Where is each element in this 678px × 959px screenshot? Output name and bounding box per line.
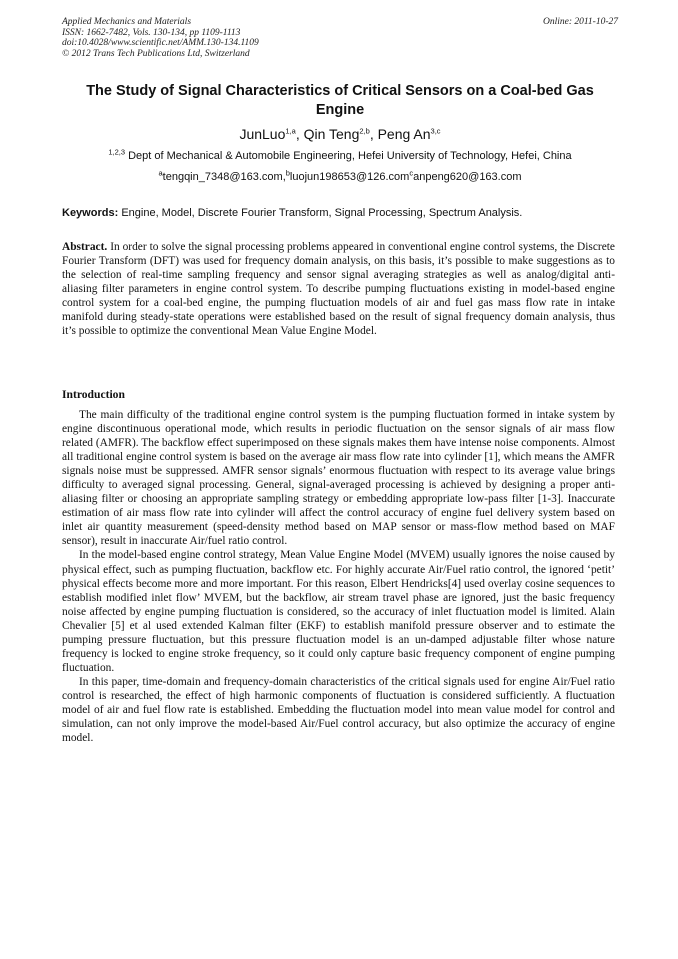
affiliation-superscript: 1,2,3 <box>108 147 126 157</box>
issn-line: ISSN: 1662-7482, Vols. 130-134, pp 1109-1113 <box>62 27 241 38</box>
introduction-body <box>62 408 615 745</box>
author-superscript: 2,b <box>359 126 370 136</box>
email-superscript: a <box>158 168 163 178</box>
online-date: Online: 2011-10-27 <box>542 17 618 27</box>
affiliation <box>62 149 618 163</box>
copyright-line: © 2012 Trans Tech Publications Ltd, Switzerland <box>62 48 250 59</box>
author-superscript: 3,c <box>430 126 441 136</box>
doi-line: doi:10.4028/www.scientific.net/AMM.130-134.1109 <box>62 38 259 49</box>
abstract-label: Abstract. <box>62 241 108 253</box>
email-superscript: c <box>409 168 414 178</box>
abstract <box>62 240 615 338</box>
email-list <box>62 170 618 184</box>
body-paragraph: In this paper, time-domain and frequency-domain characteristics of the critical signals used for engine Air/Fuel ratio control is researched, the effect of high harmonic components of fluctuation is considered sufficiently. A fluctuation model of air and fuel flow rate is established. Embedding the fluctuation model into mean value model for control and simulation, can not only improve the model-based Air/Fuel control accuracy, but also optimize the accuracy of engine model. <box>62 675 615 745</box>
author-name: Peng An <box>377 126 431 142</box>
keywords-label: Keywords: <box>62 207 119 219</box>
keywords <box>62 206 618 220</box>
author-name: Qin Teng <box>303 126 360 142</box>
body-paragraph: The main difficulty of the traditional engine control system is the pumping fluctuation formed in intake system by engine discontinuous operational mode, which results in periodic fluctuation on the sensor signals of air mass flow related (AMFR). The backflow effect superimposed on these signals makes them have intense noise components. Almost all traditional engine control system is based on the average air mass flow rate into cylinder [1], which means the AMFR signals noise must be suppressed. AMFR sensor signals’ enormous fluctuation with respect to its average value brings difficulty to averaged signal processing. General, signal-averaged processing is achieved by designing a proper anti-aliasing filter or choosing an appropriate sampling strategy or embedding appropriate low-pass filter [1-3]. Inaccurate estimation of air mass flow rate into cylinder will affect the control accuracy of engine fuel delivery system based on inlet air quantity measurement (speed-density method based on MAP sensor or mass-flow method based on MAF sensor), result in inaccurate Air/fuel ratio control. <box>62 409 615 548</box>
abstract-text: In order to solve the signal processing problems appeared in conventional engine control systems, the Discrete Fourier Transform (DFT) was used for frequency domain analysis, on this basis, it’s possible to make suggestions as to the selection of real-time sampling frequency and sensor signal averaging strategies as well as analog/digital anti-aliasing filter parameters in engine control system. To describe pumping fluctuations existing in model-based engine control system for a coal-bed engine, the pumping fluctuation models of air and fuel gas mass flow rate in intake manifold during steady-state operations were established based on the result of signal frequency domain analysis, thus it’s possible to optimize the conventional Mean Value Engine Model. <box>62 241 615 338</box>
journal-header <box>62 17 618 59</box>
author-name: JunLuo <box>239 126 286 142</box>
email-address[interactable]: tengqin_7348@163.com, <box>162 171 286 183</box>
author-superscript: 1,a <box>285 126 296 136</box>
section-title-introduction: Introduction <box>62 388 125 401</box>
affiliation-text: Dept of Mechanical & Automobile Engineering, Hefei University of Technology, Hefei, China <box>128 150 572 162</box>
keywords-text: Engine, Model, Discrete Fourier Transform, Signal Processing, Spectrum Analysis. <box>121 207 523 219</box>
journal-name: Applied Mechanics and Materials <box>62 17 192 27</box>
paper-title: The Study of Signal Characteristics of Critical Sensors on a Coal-bed Gas Engine <box>86 83 594 118</box>
body-paragraph: In the model-based engine control strategy, Mean Value Engine Model (MVEM) usually ignores the noise caused by physical effect, such as pumping fluctuation, backflow etc. For highly accurate Air/Fuel ratio control, the ignored ‘petit’ physical effects become more and more important. For this reason, Elbert Hendricks[4] used overlay cosine sequences to establish modified inlet flow’ MVEM, but the backflow, air stream travel phase are ignored, just the basic frequency noise affected by engine pumping fluctuation is considered, so the accuracy of inlet fluctuation model is limited. Alain Chevalier [5] et al used extended Kalman filter (EKF) to establish manifold pressure observer and to estimate the pumping pressure fluctuation, but this pressure fluctuation model is an un-damped adjustable filter whose nature frequency is locked to engine stroke frequency, so it could only capture basic frequency component of engine pumping fluctuation. <box>62 549 615 674</box>
email-address[interactable]: anpeng620@163.com <box>413 171 522 183</box>
email-superscript: b <box>285 168 290 178</box>
author-list: JunLuo$^{1,a}$, Qin Teng$^{2,b}$, Peng An$^{3,c}$ <box>239 126 441 142</box>
email-address[interactable]: luojun198653@126.com <box>289 171 410 183</box>
